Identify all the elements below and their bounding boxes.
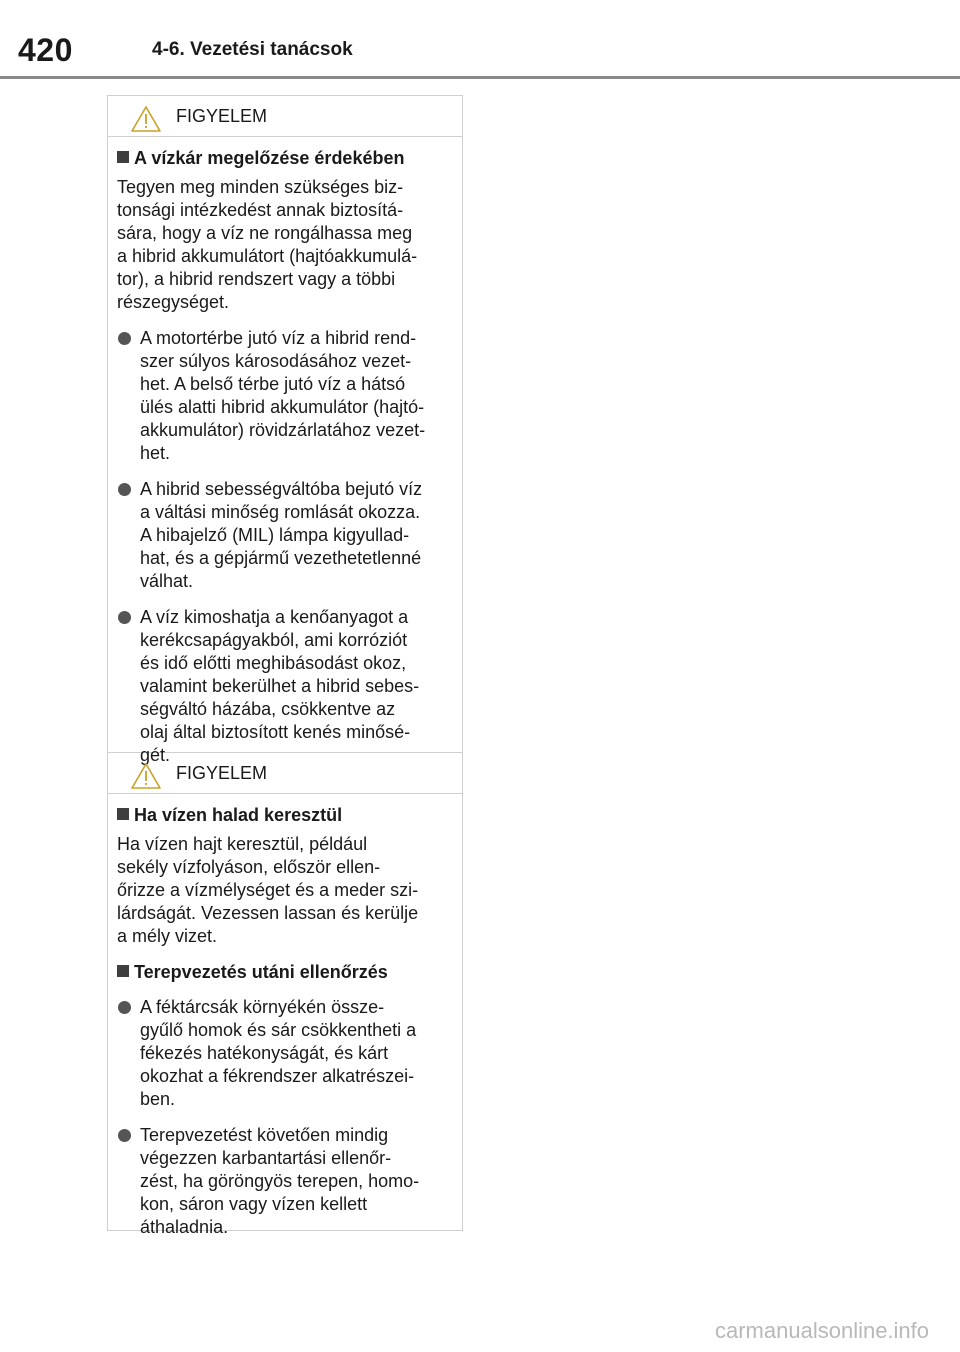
text-line: tonsági intézkedést annak biztosítá- xyxy=(117,200,404,220)
text-line: szer súlyos károsodásához vezet- xyxy=(140,351,412,371)
text-line: sekély vízfolyáson, először ellen- xyxy=(117,857,381,877)
warning-triangle-icon xyxy=(130,105,162,133)
text-line: Ha vízen hajt keresztül, például xyxy=(117,834,368,854)
text-line: het. xyxy=(140,443,171,463)
text-line: ben. xyxy=(140,1089,176,1109)
warning-box-water-crossing xyxy=(107,753,463,1237)
round-bullet-icon xyxy=(118,332,131,345)
warning-box-water-damage xyxy=(107,95,463,765)
text-line: Tegyen meg minden szükséges biz- xyxy=(117,177,404,197)
bullet-item xyxy=(117,1124,448,1239)
text-line: áthaladnia. xyxy=(140,1217,229,1237)
warning-title: FIGYELEM xyxy=(176,763,268,783)
intro-paragraph xyxy=(117,176,448,314)
text-line: het. A belső térbe jutó víz a hátsó xyxy=(140,374,406,394)
text-line: a hibrid akkumulátort (hajtóakkumulá- xyxy=(117,246,418,266)
text-line: zést, ha göröngyös terepen, homo- xyxy=(140,1171,420,1191)
subsection-heading-text: Terepvezetés utáni ellenőrzés xyxy=(134,962,388,982)
subsection-heading-text: A vízkár megelőzése érdekében xyxy=(134,148,405,168)
text-line: gyűlő homok és sár csökkentheti a xyxy=(140,1020,417,1040)
bullet-item xyxy=(117,996,448,1111)
text-line: a váltási minőség romlását okozza. xyxy=(140,502,421,522)
text-line: A hibrid sebességváltóba bejutó víz xyxy=(140,479,423,499)
section-title: 4-6. Vezetési tanácsok xyxy=(152,39,353,60)
square-bullet-icon xyxy=(117,808,129,820)
header-divider xyxy=(0,76,960,79)
square-bullet-icon xyxy=(117,151,129,163)
text-line: olaj által biztosított kenés minősé- xyxy=(140,722,411,742)
text-line: fékezés hatékonyságát, és kárt xyxy=(140,1043,389,1063)
round-bullet-icon xyxy=(118,611,131,624)
text-line: okozhat a fékrendszer alkatrészei- xyxy=(140,1066,415,1086)
text-line: ségváltó házába, csökkentve az xyxy=(140,699,396,719)
text-line: a mély vizet. xyxy=(117,926,218,946)
text-line: A féktárcsák környékén össze- xyxy=(140,997,385,1017)
warning-box-body xyxy=(108,137,462,767)
warning-title: FIGYELEM xyxy=(176,106,268,126)
text-line: valamint bekerülhet a hibrid sebes- xyxy=(140,676,420,696)
intro-paragraph xyxy=(117,833,448,948)
text-line: akkumulátor) rövidzárlatához vezet- xyxy=(140,420,426,440)
warning-box-header xyxy=(108,96,462,137)
page-header xyxy=(0,0,960,80)
text-line: kerékcsapágyakból, ami korróziót xyxy=(140,630,408,650)
text-line: A víz kimoshatja a kenőanyagot a xyxy=(140,607,409,627)
text-line: őrizze a vízmélységet és a meder szi- xyxy=(117,880,419,900)
bullet-item xyxy=(117,606,448,767)
subsection-heading-text: Ha vízen halad keresztül xyxy=(134,805,343,825)
bullet-item xyxy=(117,327,448,465)
subsection-heading xyxy=(117,961,448,983)
text-line: sára, hogy a víz ne rongálhassa meg xyxy=(117,223,413,243)
text-line: hat, és a gépjármű vezethetetlenné xyxy=(140,548,422,568)
warning-box-header xyxy=(108,753,462,794)
text-line: A hibajelző (MIL) lámpa kigyullad- xyxy=(140,525,410,545)
round-bullet-icon xyxy=(118,1001,131,1014)
round-bullet-icon xyxy=(118,1129,131,1142)
text-line: Terepvezetést követően mindig xyxy=(140,1125,389,1145)
subsection-heading xyxy=(117,804,448,826)
subsection-heading xyxy=(117,147,448,169)
text-line: kon, sáron vagy vízen kellett xyxy=(140,1194,368,1214)
page-number: 420 xyxy=(18,32,73,68)
text-line: és idő előtti meghibásodást okoz, xyxy=(140,653,407,673)
text-line: gét. xyxy=(140,745,171,765)
text-line: részegységet. xyxy=(117,292,230,312)
text-line: ülés alatti hibrid akkumulátor (hajtó- xyxy=(140,397,425,417)
square-bullet-icon xyxy=(117,965,129,977)
text-line: végezzen karbantartási ellenőr- xyxy=(140,1148,392,1168)
bullet-item xyxy=(117,478,448,593)
warning-box-body xyxy=(108,794,462,1239)
round-bullet-icon xyxy=(118,483,131,496)
text-line: válhat. xyxy=(140,571,194,591)
text-line: tor), a hibrid rendszert vagy a többi xyxy=(117,269,396,289)
warning-triangle-icon xyxy=(130,762,162,790)
text-line: lárdságát. Vezessen lassan és kerülje xyxy=(117,903,419,923)
watermark: carmanualsonline.info xyxy=(715,1318,930,1343)
text-line: A motortérbe jutó víz a hibrid rend- xyxy=(140,328,417,348)
